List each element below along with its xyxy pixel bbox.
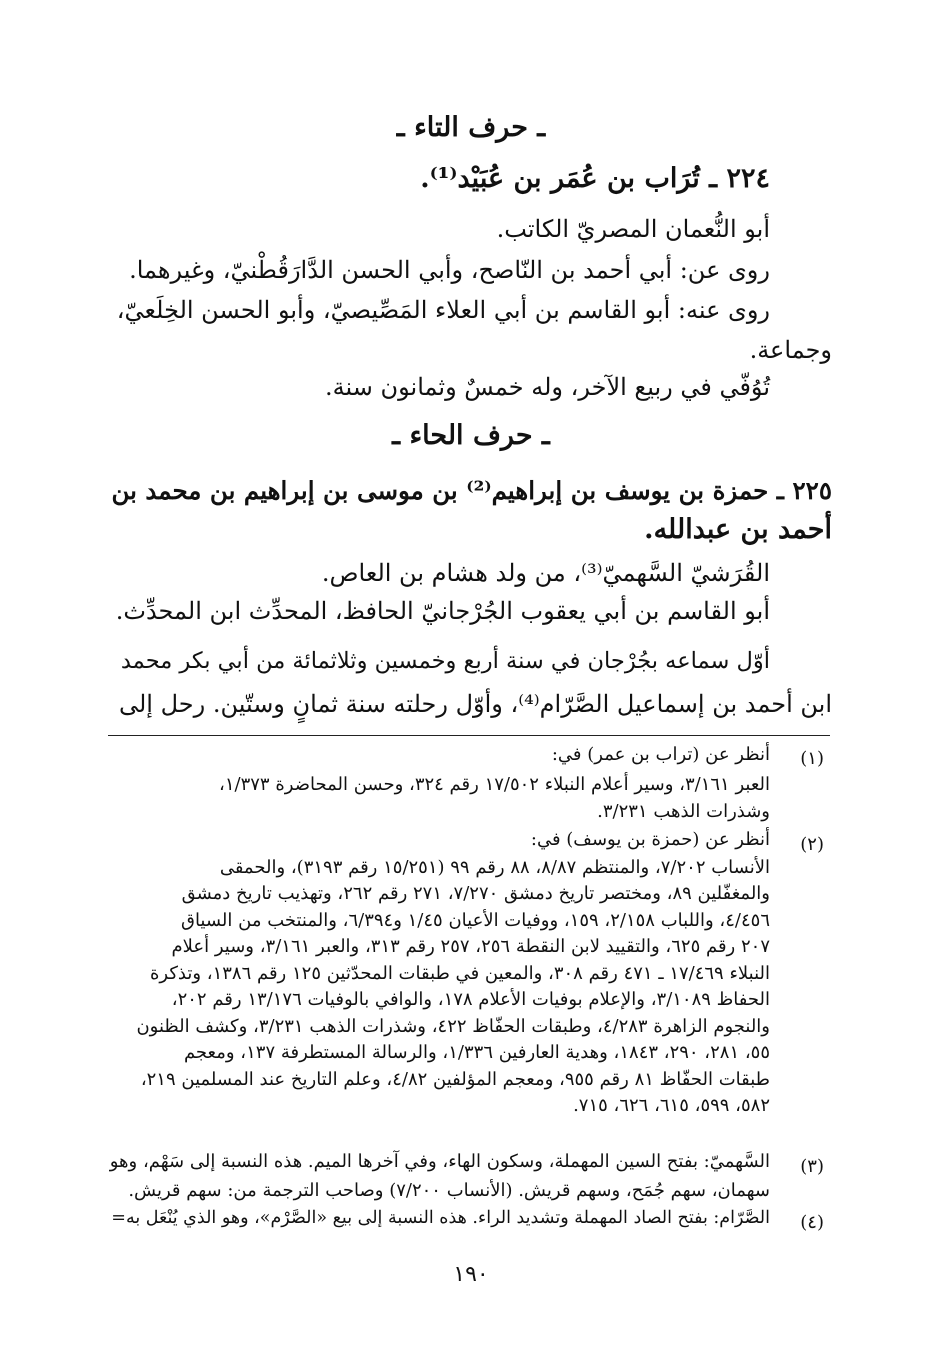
entry-224-kunya: أبو النُّعمان المصريّ الكاتب. [496, 215, 770, 243]
footnote-4-line: الصَّرّام: بفتح الصاد المهملة وتشديد الراء. هذه النسبة إلى بيع «الصَّرْم»، وهو الذي يُنْعَل به= [111, 1208, 770, 1228]
footnote-1-line: أنظر عن (تراب بن عمر) في: [551, 744, 770, 765]
footnote-2-line: الحفاظ ٣/١٠٨٩، والإعلام بوفيات الأعلام ١٧٨، والوافي بالوفيات ١٣/١٧٦ رقم ٢٠٢، [171, 989, 770, 1010]
entry-225-sama-line2: ابن أحمد بن إسماعيل الصَّرّام⁽⁴⁾، وأوّل رحلته سنة ثمانٍ وستّين. رحل إلى [118, 690, 832, 718]
footnote-1-line: العبر ٣/١٦١، وسير أعلام النبلاء ١٧/٥٠٢ رقم ٣٢٤، وحسن المحاضرة ١/٣٧٣، [219, 774, 770, 795]
page-number: ١٩٠ [453, 1262, 489, 1287]
footnote-1-line: وشذرات الذهب ٣/٢٣١. [597, 801, 770, 822]
footnote-2-number: (٢) [800, 834, 824, 855]
entry-224-title: ٢٢٤ ـ تُرَاب بن عُمَر بن عُبَيْد⁽¹⁾. [420, 163, 770, 194]
footnote-1-number: (١) [800, 748, 824, 769]
entry-225-sama-line1: أوّل سماعه بجُرْجان في سنة أربع وخمسين وثلاثمائة من أبي بكر محمد [120, 648, 770, 674]
footnote-2-line: طبقات الحفّاظ ٨١ رقم ٩٥٥، ومعجم المؤلفين ٤/٨٢، وعلم التاريخ عند المسلمين ٢١٩، [140, 1069, 770, 1090]
footnote-2-line: النبلاء ١٧/٤٦٩ ـ ٤٧١ رقم ٣٠٨، والمعين في طبقات المحدّثين ١٢٥ رقم ١٣٨٦، وتذكرة [149, 963, 770, 984]
footnote-separator [108, 735, 830, 736]
footnote-2-line: أنظر عن (حمزة بن يوسف) في: [530, 829, 770, 850]
footnote-2-line: ٥٨٢، ٥٩٩، ٦١٥، ٦٢٦، ٧١٥. [573, 1095, 770, 1116]
entry-224-rawa-an: روى عن: أبي أحمد بن النّاصح، وأبي الحسن الدَّارَقُطْنيّ، وغيرهما. [129, 256, 770, 284]
footnote-3-line: السَّهميّ: بفتح السين المهملة، وسكون الهاء، وفي آخرها الميم. هذه النسبة إلى سَهْم، وهو [109, 1151, 770, 1172]
entry-224-rawa-anhu: روى عنه: أبو القاسم بن أبي العلاء المَصِّيصيّ، وأبو الحسن الخِلَعيّ، [116, 296, 770, 324]
footnote-2-line: الأنساب ٧/٢٠٢، والمنتظم ٨/٨٧، ٨٨ رقم ٩٩ (١٥/٢٥١ رقم ٣١٩٣)، والحمقى [219, 857, 770, 878]
entry-224-rawa-anhu-cont: وجماعة. [749, 336, 832, 364]
footnote-2-line: والنجوم الزاهرة ٤/٢٨٣، وطبقات الحفّاظ ٤٢٢، وشذرات الذهب ٣/٢٣١، وكشف الظنون [136, 1016, 770, 1037]
footnote-3-number: (٣) [800, 1156, 824, 1177]
entry-225-title-line1: ٢٢٥ ـ حمزة بن يوسف بن إبراهيم⁽²⁾ بن موسى بن إبراهيم بن محمد بن [111, 476, 832, 505]
footnote-2-line: والمغفّلين ٨٩، ومختصر تاريخ دمشق ٧/٢٧٠، ٢٧١ رقم ٢٦٢، وتهذيب تاريخ دمشق [181, 883, 770, 904]
footnote-2-line: ٢٠٧ رقم ٦٢٥، والتقييد لابن النقطة ٢٥٦، ٢٥٧ رقم ٣١٣، والعبر ٣/١٦١، وسير أعلام [171, 936, 770, 957]
entry-225-title-line2: أحمد بن عبدالله. [644, 514, 832, 545]
footnote-2-line: ٥٥، ٢٨١، ٢٩٠، ١٨٤٣، وهدية العارفين ١/٣٣٦، والرسالة المستطرفة ١٣٧، ومعجم [183, 1042, 770, 1063]
footnote-3-line: سهمان، سهم جُمَح، وسهم قريش. (الأنساب ٧/٢٠٠) وصاحب الترجمة من: سهم قريش. [128, 1180, 770, 1201]
footnote-4-number: (٤) [800, 1212, 824, 1233]
section-heading-ta: ـ حرف التاء ـ [396, 112, 546, 143]
footnote-2-line: ٤/٤٥٦، واللباب ٢/١٥٨، ١٥٩، ووفيات الأعيان ١/٤٥ و٦/٣٩٤، والمنتخب من السياق [180, 910, 770, 931]
entry-225-kunya: أبو القاسم بن أبي يعقوب الجُرْجانيّ الحافظ، المحدِّث ابن المحدِّث. [115, 597, 770, 625]
entry-225-nisba: القُرَشيّ السَّهميّ⁽³⁾، من ولد هشام بن العاص. [321, 559, 770, 587]
section-heading-ha: ـ حرف الحاء ـ [392, 420, 550, 451]
entry-224-death: تُوُفّي في ربيع الآخر، وله خمسٌ وثمانون سنة. [325, 373, 770, 401]
